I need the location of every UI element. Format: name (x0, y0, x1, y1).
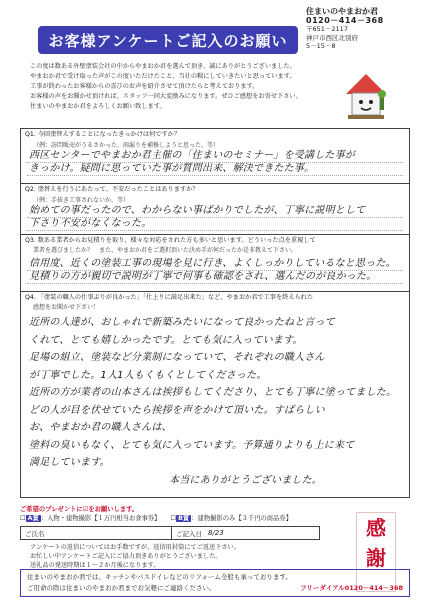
question-2-label: Q2. 塗替えを行うにあたって、不安だったことはありますか？ (25, 186, 199, 193)
present-a-label: ：入物・建物撮影【１万円相当お食事券】 (40, 515, 161, 522)
answer-line: 始めての事だったので、わからない事ばかりでしたが、丁寧に説明として (29, 205, 366, 216)
answer-line: 近所の方が業者の山本さんは挨拶もしてくださり、とても丁寧に塗ってました。 (29, 387, 397, 398)
answer-line: くれて、とても嬉しかったです。とても気に入っています。 (29, 334, 303, 346)
answer-line: 下さり不安がなくなった。 (29, 218, 152, 229)
footer-banner (20, 569, 410, 597)
company-address: 神戸市西区北別府 (306, 33, 358, 42)
kansha-char: 感 (366, 516, 386, 540)
intro-text (30, 62, 330, 112)
answer-line: どの人が目を伏せていたら挨拶を声をかけて頂いた。すばらしい (29, 404, 325, 416)
question-1-example: （例：訪問販売がうるさかった、雨漏りを補修しようと思った、等） (33, 142, 220, 149)
footer-line-2: ご用命の際は住まいのやまおか君までお気軽にご連絡ください。 (27, 584, 216, 592)
company-address-2: 5－15－8 (306, 42, 336, 50)
question-4-box (20, 291, 410, 498)
signature-row (20, 526, 320, 540)
kansha-char: 謝 (366, 546, 386, 570)
answer-line: 満足しています。 (29, 457, 110, 468)
intro-line: 住まいのやまおか君をよろしくお願い致します。 (30, 103, 166, 110)
answer-line: 本当にありがとうございました。 (169, 474, 322, 486)
reply-instructions (30, 543, 330, 570)
present-b-badge: B賞 (178, 515, 190, 522)
answer-line: きっかけ。疑問に思っていた事が質問出来、解決できたた事。 (29, 163, 315, 174)
present-a-badge: A賞 (27, 515, 39, 522)
answer-line: 塗料の臭いもなく、とても気に入っています。予算通りよりも上に来て (29, 439, 355, 451)
present-option-b[interactable]: ☐ B賞 ：建物撮影のみ【３千円の商品券】 (170, 515, 292, 522)
intro-line: 工事が終わったお客様からの喜びのお声を紹介させて頂けたらと考えております。 (30, 83, 259, 90)
present-option-a[interactable]: ☐ A賞 ：入物・建物撮影【１万円相当お食事券】 (20, 515, 161, 522)
answer-line: 足場の組立、塗装など分業制になっていて、それぞれの職人さん (29, 352, 325, 363)
intro-line: この度は数ある外壁塗装会社の中からやまおか君を選んで頂き、誠にありがとうございました。 (30, 63, 296, 70)
company-name: 住まいのやまおか君 (306, 7, 378, 16)
page-title: お客様アンケートご記入のお願い (38, 26, 298, 54)
question-2-example: （例：手抜き工事されないか、等） (33, 197, 130, 204)
question-4-answer[interactable] (29, 314, 396, 489)
answer-line: 信用度、近くの塗装工事の現場を見に行き、よくしっかりしているなと思った。 (29, 258, 396, 269)
question-3-label-2: 業者を選びましたか？ また、やまおか君をご選択頂いた決め手が何だったか是非教えて下さい。 (33, 247, 298, 254)
present-heading: ご希望のプレゼントに☑をお願いします。 (20, 506, 139, 513)
question-1-box (20, 128, 410, 184)
date-field[interactable] (171, 527, 224, 539)
question-4-label-2: 感想をお聞かせ下さい！ (33, 304, 100, 311)
reply-line: 送礼品の発送時期は１～２か月後になります。 (30, 562, 160, 569)
house-mascot-icon (336, 66, 396, 126)
footer-line-1: 住まいのやまおか君では、キッチンやバスドイレなどのリフォーム全般も承っております。 (27, 573, 292, 581)
question-2-box (20, 183, 410, 235)
reply-line: お忙しい中アンケートご記入にご協力頂きありがとうございました。 (30, 553, 222, 560)
answer-line: が丁寧でした。1人1人もくもくとしてくださった。 (29, 369, 267, 381)
date-value: 8/23 (208, 529, 224, 537)
reply-line: アンケートの返信についてはお手数ですが、返信用封筒にてご返送下さい。 (30, 544, 240, 551)
free-dial[interactable]: フリーダイアル0120－414－368 (300, 584, 403, 592)
company-info (306, 8, 418, 51)
answer-line: 見積りの方が親切で説明が丁寧で何事も確認をされ、選んだのが良かった。 (29, 271, 377, 282)
question-4-label: Q4. 「塗装の職人の仕事ぶりが良かった」「仕上りに満足出来た」など、やまおか君で工事を終えられた (25, 294, 314, 301)
answer-line: お、やまおか君の職人さんは、 (29, 422, 172, 433)
intro-line: お客様の声をお聞かせ頂ければ、スタッフ一同大変励みになります。ぜひご感想をお寄せ下さい。 (30, 93, 302, 100)
present-b-label: ：建物撮影のみ【３千円の商品券】 (191, 515, 292, 522)
date-label: ご記入日 (176, 529, 202, 538)
intro-line: やまおか君で受け取った声がこの度いただけたこと、当社の糧にしていきたいと思っています。 (30, 73, 296, 80)
name-field[interactable] (21, 529, 171, 538)
question-3-box (20, 234, 410, 292)
answer-line: 西区センターでやまおか君主催の「住まいのセミナー」を受講した事が (29, 150, 355, 161)
company-tel: 0120－414－368 (306, 15, 384, 25)
answer-line: 近所の人達が、おしゃれで新築みたいになって良かったねと言って (29, 317, 335, 328)
present-options (20, 513, 292, 522)
name-label: ご氏名 (25, 529, 45, 538)
question-1-label: Q1. 今回塗替えすることになったきっかけは何ですか？ (25, 131, 181, 138)
question-3-label: Q3. 数ある業者からお見積りを取り、様々な対応をされた方も多いと思います。どういった点を重視して (25, 237, 316, 244)
company-postal: 〒651－2117 (306, 25, 348, 33)
